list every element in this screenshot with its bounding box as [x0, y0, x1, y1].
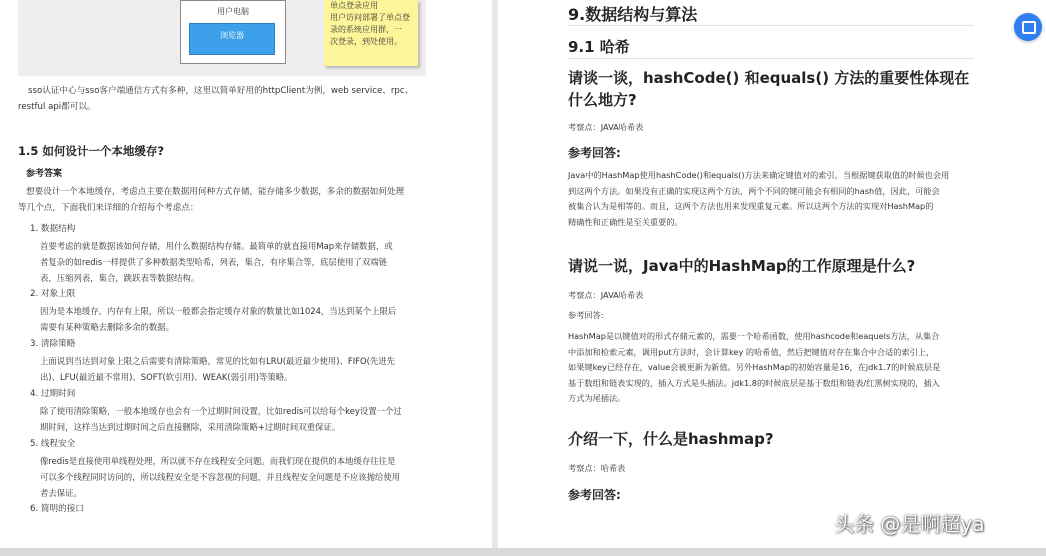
user-pc-box	[180, 0, 286, 64]
divider	[568, 58, 974, 59]
answer-label: 参考回答:	[568, 488, 621, 502]
left-page	[0, 0, 492, 548]
item-title: 4. 过期时间	[30, 389, 76, 399]
item-body	[40, 453, 432, 501]
answer-label-small: 参考回答:	[568, 310, 604, 320]
answer-body	[568, 329, 978, 407]
item-body	[40, 353, 432, 385]
question-title: 介绍一下，什么是hashmap?	[568, 430, 774, 448]
intro-line: sso认证中心与sso客户端通信方式有多种，这里以简单好用的httpClient为例，web service、rpc、	[28, 86, 414, 96]
user-pc-label: 用户电脑	[217, 7, 249, 16]
item-title: 3. 清除策略	[30, 339, 76, 349]
note-line: 用户访问部署了单点登	[330, 13, 410, 22]
watermark: 头条 @是啊超ya	[834, 512, 985, 536]
body-line: 基于数组和链表实现的，插入方式是头插法。jdk1.8的时候底层是基于数组和链表/红黑树实现的，插入	[568, 377, 940, 388]
body-line: 出)、LFU(最近最不常用)、SOFT(软引用)、WEAK(弱引用)等策略。	[40, 372, 293, 382]
question-title-line: 请谈一谈，hashCode() 和equals() 方法的重要性体现在	[568, 69, 970, 87]
body-line: 被集合认为是相等的。而且，这两个方法也用来发现重复元素。所以这两个方法的实现对HashMap的	[568, 201, 934, 211]
lead-line: 想要设计一个本地缓存，考虑点主要在数据用何种方式存储，能存储多少数据，多余的数据如何处理	[26, 187, 405, 197]
note-line: 录的系统应用群，一	[330, 25, 402, 34]
item-body	[40, 303, 432, 335]
sticky-note	[324, 0, 418, 66]
body-line: 首要考虑的就是数据该如何存储，用什么数据结构存储。最简单的就直接用Map来存储数据，或	[40, 241, 393, 251]
translate-icon-glyph	[1022, 21, 1036, 34]
answer-label: 参考回答:	[568, 146, 621, 160]
body-line: 需要有某种策略去删除多余的数据。	[40, 322, 174, 332]
question-meta: 考察点：JAVA哈希表	[568, 122, 644, 132]
item-title: 6. 简明的接口	[30, 504, 84, 514]
body-line: 期时间，这样当达到过期时间之后直接删除，采用清除策略+过期时间双重保证。	[40, 422, 341, 432]
body-line: 如果键key已经存在，value会被更新为新值。另外HashMap的初始容量是16，在jdk1.7的时候底层是	[568, 362, 941, 372]
body-line: 到这两个方法。如果没有正确的实现这两个方法，两个不同的键可能会有相同的hash值，因此，可能会	[568, 185, 940, 196]
question-meta: 考察点：JAVA哈希表	[568, 290, 644, 300]
question-title: 请说一说，Java中的HashMap的工作原理是什么?	[568, 257, 916, 275]
lead-line: 等几个点，下面我们来详细的介绍每个考虑点：	[18, 203, 199, 213]
item-body	[40, 238, 432, 286]
translate-icon[interactable]	[1014, 13, 1042, 41]
body-line: 除了使用清除策略，一般本地缓存也会有一个过期时间设置，比如redis可以给每个key设置一个过	[40, 406, 402, 416]
question-meta: 考察点：哈希表	[568, 463, 626, 473]
body-line: 像redis是直接使用单线程处理，所以就不存在线程安全问题。而我们现在提供的本地缓存往往是	[40, 456, 396, 466]
body-line: 因为是本地缓存，内存有上限，所以一般都会指定缓存对象的数量比如1024，当达到某个上限后	[40, 306, 397, 316]
item-body	[40, 403, 432, 435]
body-line: Java中的HashMap使用hashCode()和equals()方法来确定键值对的索引，当根据键获取值的时候也会用	[568, 170, 950, 180]
body-line: 者去保证。	[40, 488, 82, 498]
answer-label: 参考答案	[26, 169, 63, 179]
section-title: 9.1 哈希	[568, 38, 630, 56]
intro-line: restful api都可以。	[18, 102, 96, 112]
body-line: 表，压缩列表，集合，跳跃表等数据结构。	[40, 273, 200, 283]
item-title: 2. 对象上限	[30, 289, 76, 299]
body-line: 可以多个线程同时访问的，所以线程安全是不容忽视的问题，并且线程安全问题是不应该抛给使用	[40, 472, 401, 482]
question-title	[568, 67, 978, 111]
body-line: 精确性和正确性是至关重要的。	[568, 216, 683, 227]
body-line: 方式为尾插法。	[568, 393, 626, 403]
chapter-title: 9.数据结构与算法	[568, 5, 698, 24]
right-page	[498, 0, 1046, 548]
item-title: 1. 数据结构	[30, 224, 76, 234]
sso-diagram	[18, 0, 426, 76]
body-line: HashMap是以键值对的形式存储元素的，需要一个哈希函数，使用hashcode和eaquels方法，从集合	[568, 331, 940, 341]
note-line: 单点登录应用	[330, 1, 378, 10]
section-title: 1.5 如何设计一个本地缓存?	[18, 144, 165, 158]
question-title-line: 什么地方?	[568, 91, 637, 109]
answer-body	[568, 168, 978, 230]
body-line: 中添加和检索元素，调用put方法时，会计算key 的哈希值，然后把键值对存在集合中合适的索引上，	[568, 346, 935, 357]
browser-box: 浏览器	[189, 23, 275, 55]
body-line: 者复杂的如redis一样提供了多种数据类型哈希，列表，集合，有序集合等，底层使用了双端链	[40, 257, 388, 267]
viewer-bottom-bar	[0, 548, 1046, 556]
body-line: 上面说到当达到对象上限之后需要有清除策略，常见的比如有LRU(最近最少使用)、FIFO(先进先	[40, 356, 395, 366]
divider	[568, 25, 974, 26]
note-line: 次登录，到处使用。	[330, 37, 402, 46]
item-title: 5. 线程安全	[30, 439, 76, 449]
